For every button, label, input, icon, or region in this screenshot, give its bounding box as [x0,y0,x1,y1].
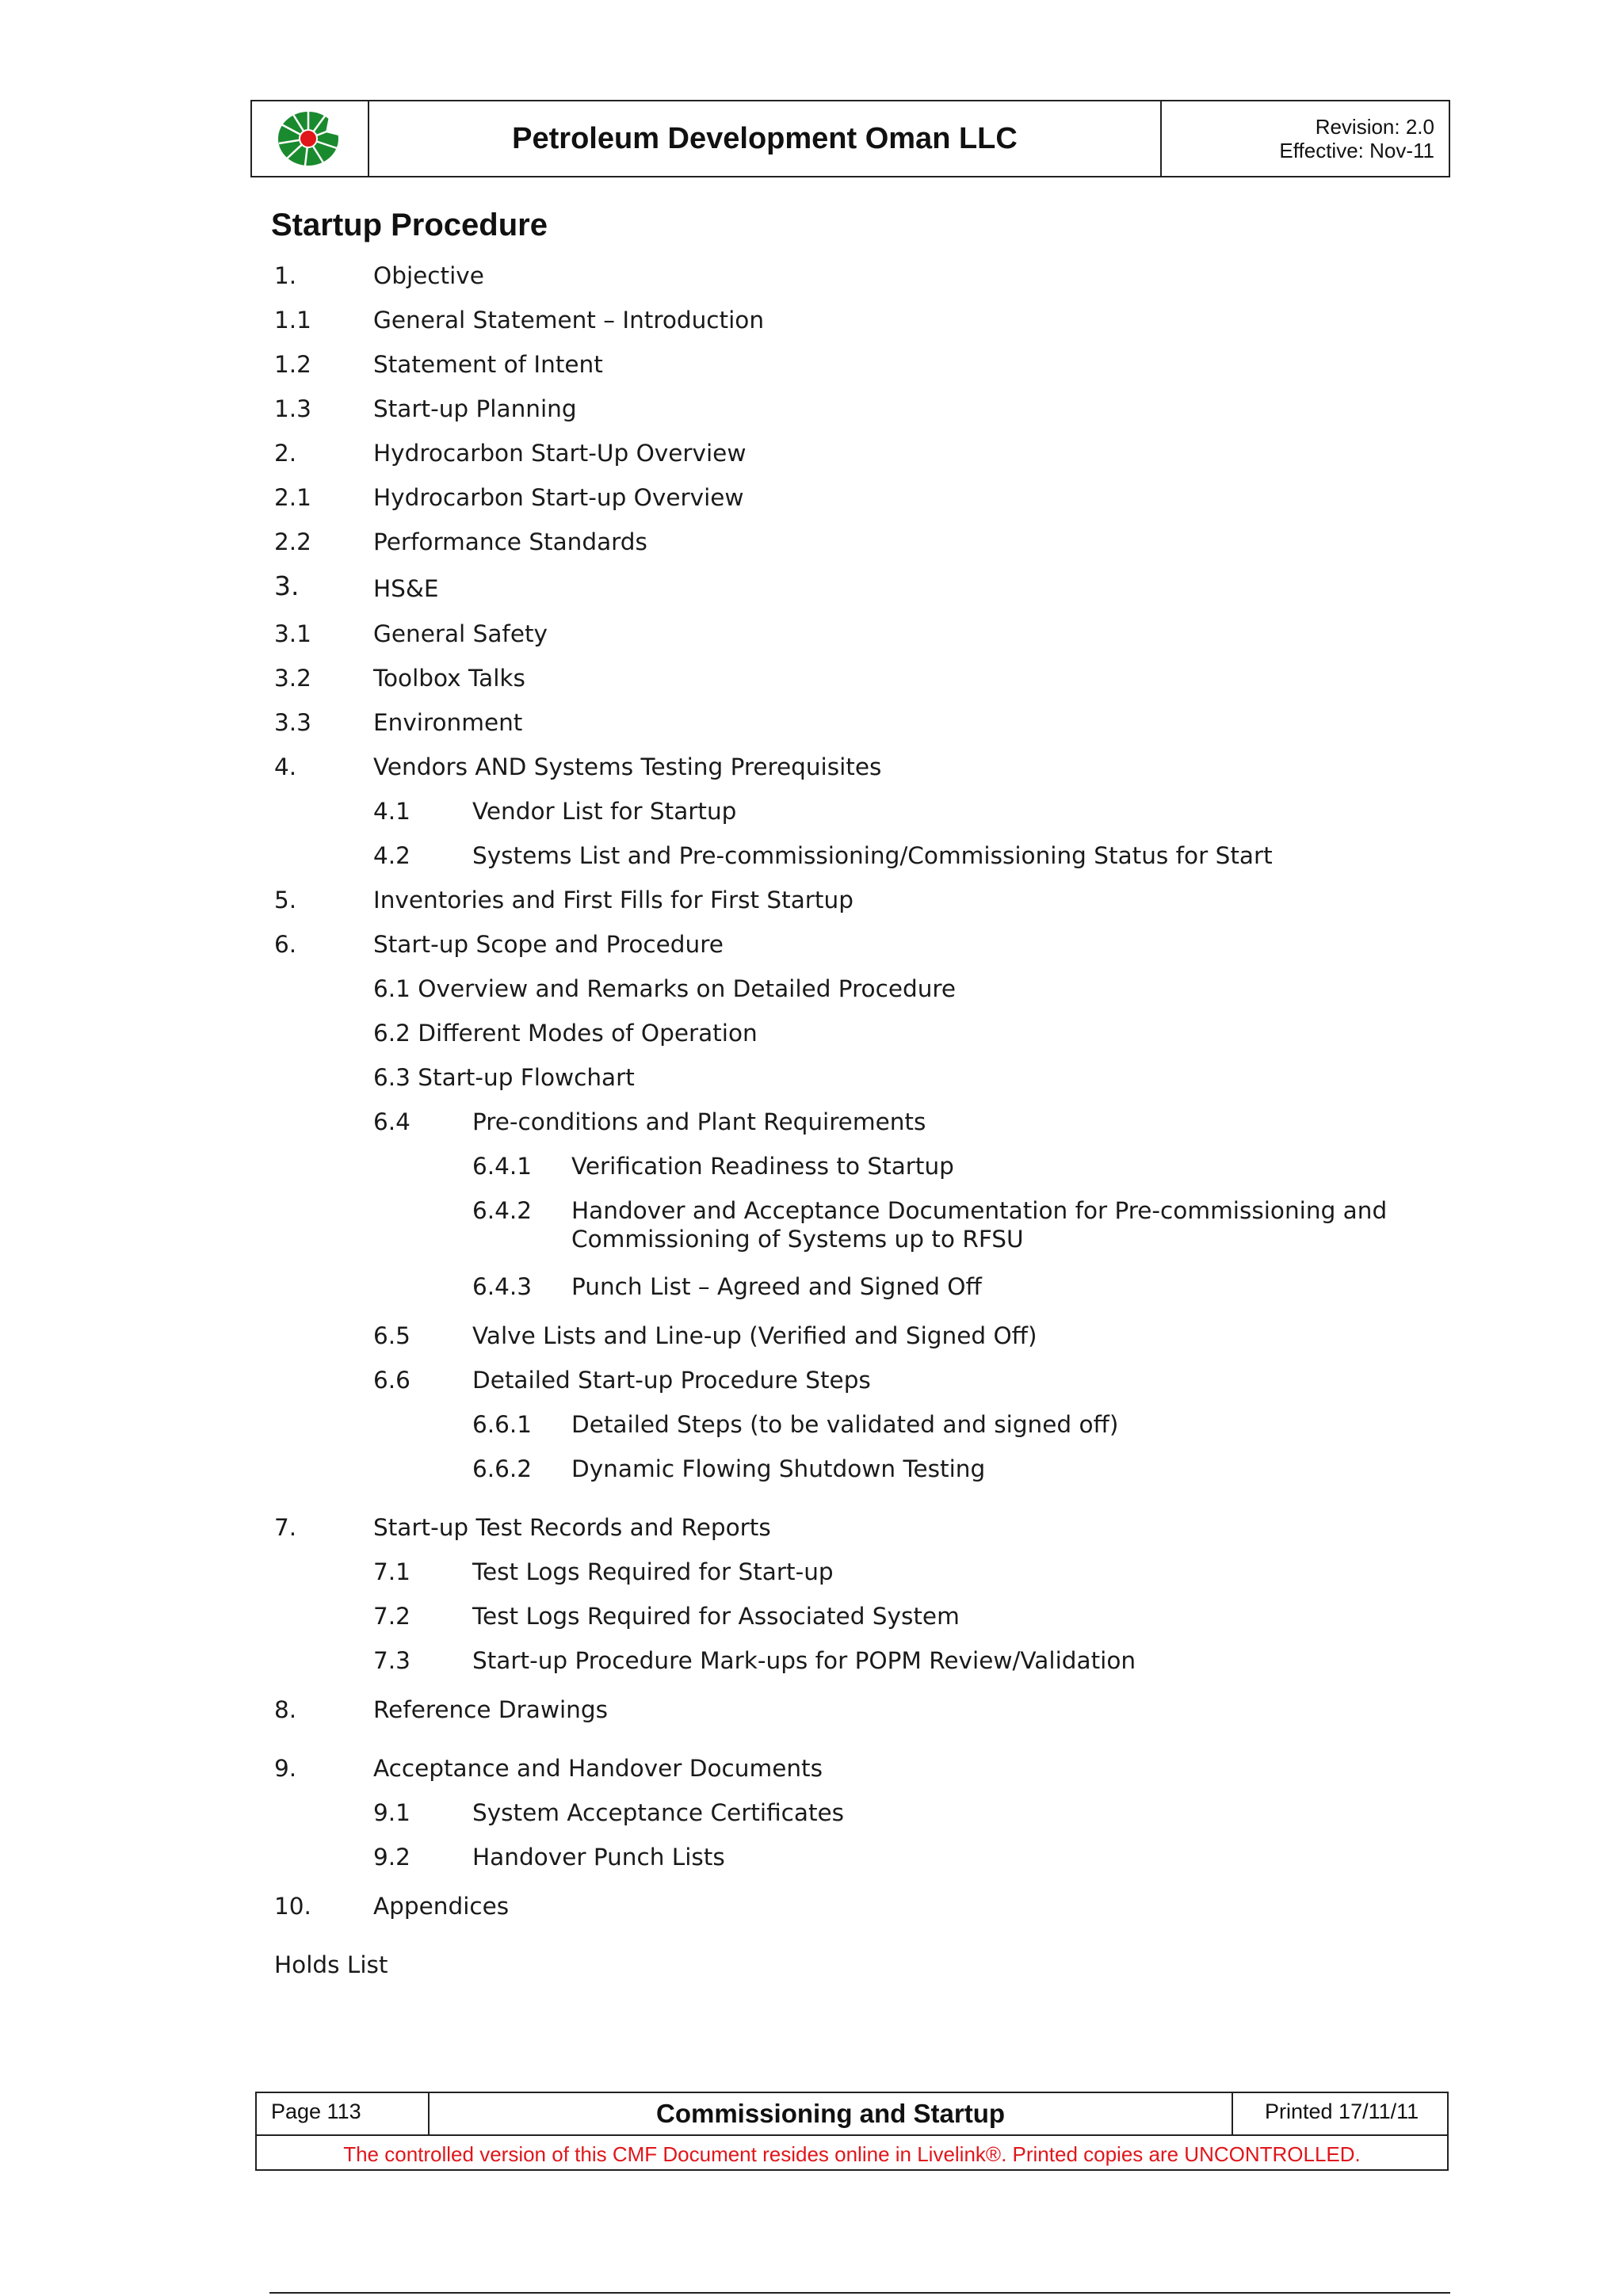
toc-entry-number: 1.3 [274,395,311,422]
toc-entry-title: 6.3 Start-up Flowchart [373,1064,635,1091]
toc-entry-number: 2.2 [274,528,311,555]
toc-entry-title: Start-up Test Records and Reports [373,1514,771,1541]
toc-entry-title: Statement of Intent [373,351,603,378]
toc-entry-title: Objective [373,262,484,289]
toc-entry-title: General Statement – Introduction [373,307,765,334]
toc-entry-title: Valve Lists and Line-up (Verified and Signed Off) [472,1322,1037,1349]
toc-entry-title: Environment [373,709,523,736]
toc-entry-title: Acceptance and Handover Documents [373,1755,823,1782]
toc-entry-title: Verification Readiness to Startup [571,1153,954,1180]
toc-entry-title: Handover and Acceptance Documentation for Pre-commissioning and [571,1197,1388,1224]
toc-entry-number: 6.4.3 [472,1273,533,1300]
toc-entry-number: 6. [274,931,297,958]
toc-entry-title: Dynamic Flowing Shutdown Testing [571,1455,986,1482]
toc-entry-number: 8. [274,1696,297,1723]
toc-entry-number: 3. [274,570,300,601]
page-number: Page 113 [257,2093,430,2134]
toc-entry-title: 6.2 Different Modes of Operation [373,1020,758,1047]
toc-entry-number: 4.2 [373,842,411,869]
toc-entry-number: 10. [274,1893,311,1920]
toc-entry-title: Punch List – Agreed and Signed Off [571,1273,982,1300]
toc-entry-title: 6.1 Overview and Remarks on Detailed Procedure [373,975,957,1002]
revision-label: Revision: 2.0 [1315,115,1434,139]
toc-entry-title: Detailed Start-up Procedure Steps [472,1367,871,1394]
toc-entry-title-continued: Commissioning of Systems up to RFSU [571,1226,1024,1253]
toc-entry-title: Start-up Procedure Mark-ups for POPM Review/Validation [472,1647,1136,1674]
toc-entry-title: Handover Punch Lists [472,1844,725,1871]
toc-entry-number: 6.5 [373,1322,411,1349]
toc-entry-number: 7.2 [373,1603,411,1630]
toc-entry-title: Hydrocarbon Start-up Overview [373,484,744,511]
toc-entry-title: Vendors AND Systems Testing Prerequisites [373,753,882,780]
section-name: Commissioning and Startup [430,2093,1233,2134]
toc-entry-number: 7.3 [373,1647,411,1674]
toc-entry-title: Inventories and First Fills for First Startup [373,887,854,913]
toc-entry-number: 6.6.1 [472,1411,533,1438]
toc-entry-number: 2.1 [274,484,311,511]
document-footer [255,2092,1449,2171]
effective-date: Effective: Nov-11 [1279,139,1434,162]
toc-entry-number: 1.1 [274,307,311,334]
toc-entry-number: 6.4 [373,1108,411,1135]
toc-entry-number: 9. [274,1755,297,1782]
toc-entry-title: Toolbox Talks [373,665,525,692]
toc-entry-number: 6.6.2 [472,1455,533,1482]
toc-entry-number: 6.4.1 [472,1153,533,1180]
toc-entry-title: Holds List [274,1951,388,1978]
bottom-divider [269,2292,1450,2294]
toc-entry-title: Vendor List for Startup [472,798,737,825]
toc-entry-title: HS&E [373,575,439,602]
toc-entry-number: 1. [274,262,297,289]
toc-entry-number: 9.2 [373,1844,411,1871]
toc-entry-number: 1.2 [274,351,311,378]
toc-entry-number: 3.3 [274,709,311,736]
printed-date: Printed 17/11/11 [1265,2100,1419,2123]
toc-entry-number: 6.4.2 [472,1197,533,1224]
toc-entry-number: 4. [274,753,297,780]
toc-entry-title: Test Logs Required for Associated System [472,1603,960,1630]
toc-entry-number: 2. [274,440,297,467]
toc-entry-title: Start-up Planning [373,395,577,422]
toc-entry-title: Test Logs Required for Start-up [472,1558,834,1585]
toc-entry-number: 3.1 [274,620,311,647]
toc-entry-number: 7. [274,1514,297,1541]
toc-entry-title: Hydrocarbon Start-Up Overview [373,440,747,467]
page-title: Startup Procedure [271,208,548,242]
toc-entry-number: 9.1 [373,1799,411,1826]
toc-entry-number: 3.2 [274,665,311,692]
toc-entry-number: 7.1 [373,1558,411,1585]
company-name: Petroleum Development Oman LLC [369,101,1162,176]
toc-entry-title: Pre-conditions and Plant Requirements [472,1108,926,1135]
toc-entry-title: Appendices [373,1893,510,1920]
toc-entry-title: General Safety [373,620,548,647]
toc-entry-number: 5. [274,887,297,913]
toc-entry-title: Systems List and Pre-commissioning/Commissioning Status for Start [472,842,1273,869]
toc-entry-title: Reference Drawings [373,1696,608,1723]
toc-entry-title: Performance Standards [373,528,647,555]
toc-entry-title: System Acceptance Certificates [472,1799,845,1826]
toc-entry-title: Start-up Scope and Procedure [373,931,724,958]
toc-entry-number: 4.1 [373,798,411,825]
toc-entry-number: 6.6 [373,1367,411,1394]
uncontrolled-notice: The controlled version of this CMF Document resides online in Livelink®. Printed copies are UNCONTROLLED. [343,2142,1361,2166]
toc-entry-title: Detailed Steps (to be validated and signed off) [571,1411,1119,1438]
